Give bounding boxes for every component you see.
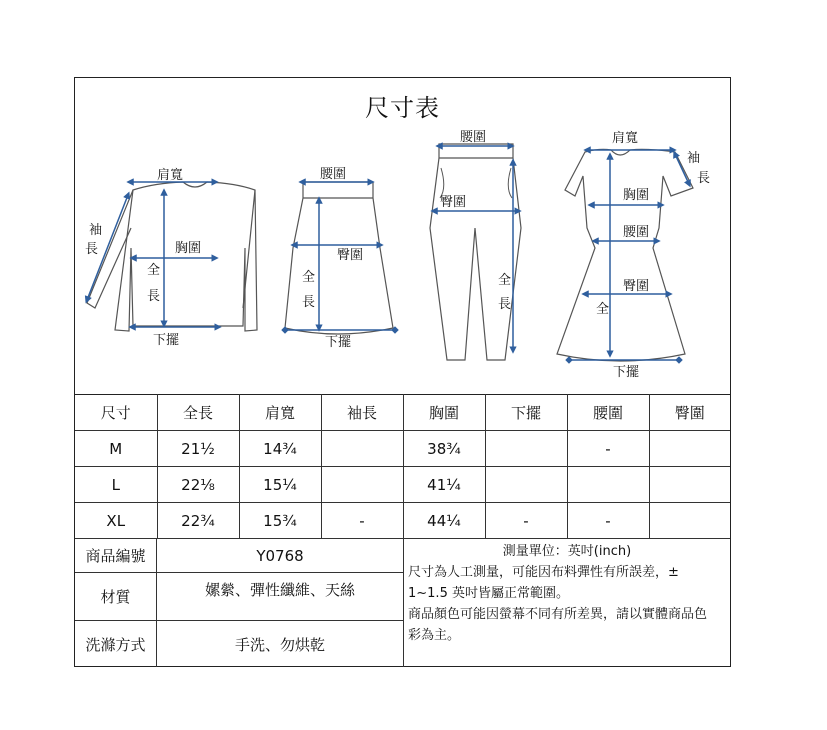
- table-cell: -: [321, 503, 403, 539]
- note-line: 彩為主。: [408, 628, 461, 643]
- table-cell: 22¾: [157, 503, 239, 539]
- table-cell: M: [75, 431, 157, 467]
- header-cell: 袖長: [321, 395, 403, 431]
- shirt-sleeve-label-2: 長: [85, 242, 99, 257]
- dress-waist-label: 腰圍: [623, 225, 650, 240]
- table-cell: 41¼: [403, 467, 485, 503]
- material-value: 嫘縈、彈性纖維、天絲: [157, 573, 404, 621]
- pants-hip-label: 臀圍: [440, 195, 467, 210]
- material-label: 材質: [75, 573, 157, 621]
- garment-diagrams: [75, 78, 730, 394]
- table-cell: L: [75, 467, 157, 503]
- skirt-diagram: [285, 167, 395, 350]
- table-cell: [649, 467, 730, 503]
- care-value: 手洗、勿烘乾: [157, 621, 404, 667]
- dress-outline: [557, 149, 693, 361]
- dress-shoulder-label: 肩寬: [612, 131, 639, 146]
- table-row: [75, 467, 730, 503]
- header-cell: 腰圍: [567, 395, 649, 431]
- note-line: 商品顏色可能因螢幕不同有所差異，請以實體商品色: [408, 607, 708, 622]
- shirt-shoulder-label: 肩寬: [157, 168, 184, 183]
- shirt-hem-label: 下擺: [153, 333, 180, 348]
- header-cell: 全長: [157, 395, 239, 431]
- pants-length-label-1: 全: [498, 273, 512, 288]
- pants-length-label-2: 長: [498, 297, 512, 312]
- header-cell: 下擺: [485, 395, 567, 431]
- table-cell: 15¼: [239, 467, 321, 503]
- shirt-outline: [115, 182, 257, 331]
- table-cell: [649, 431, 730, 467]
- table-cell: 21½: [157, 431, 239, 467]
- shirt-length-label-2: 長: [147, 289, 161, 304]
- size-chart-frame: [74, 77, 731, 667]
- table-cell: [321, 467, 403, 503]
- table-cell: 14¾: [239, 431, 321, 467]
- skirt-hem-label: 下擺: [325, 335, 352, 350]
- table-cell: [649, 503, 730, 539]
- product-info: [75, 539, 730, 667]
- shirt-sleeve-label-1: 袖: [89, 223, 103, 238]
- table-cell: [567, 467, 649, 503]
- size-table: [75, 394, 730, 539]
- table-cell: [321, 431, 403, 467]
- shirt-diagram: [85, 168, 257, 348]
- dress-chest-label: 胸圍: [623, 188, 650, 203]
- dress-length-label: 全: [596, 302, 610, 317]
- skirt-length-label-2: 長: [302, 295, 316, 310]
- table-cell: -: [567, 503, 649, 539]
- table-cell: 15¾: [239, 503, 321, 539]
- pants-outline: [430, 144, 521, 360]
- pants-diagram: [430, 130, 521, 360]
- product-code-value: Y0768: [157, 539, 404, 573]
- shirt-chest-label: 胸圍: [175, 241, 202, 256]
- pants-waist-label: 腰圍: [460, 130, 487, 145]
- table-cell: [485, 467, 567, 503]
- table-cell: 38¾: [403, 431, 485, 467]
- measurement-notes: [404, 539, 730, 667]
- table-row: [75, 431, 730, 467]
- dress-hem-label: 下擺: [613, 365, 640, 380]
- table-cell: -: [485, 503, 567, 539]
- table-cell: 44¼: [403, 503, 485, 539]
- note-line: 尺寸為人工測量，可能因布料彈性有所誤差，±: [408, 565, 679, 580]
- dress-sleeve-label-1: 袖: [687, 151, 701, 166]
- dress-sleeve-label-2: 長: [697, 171, 711, 186]
- table-cell: XL: [75, 503, 157, 539]
- dress-hip-label: 臀圍: [623, 279, 650, 294]
- table-cell: [485, 431, 567, 467]
- product-code-label: 商品編號: [75, 539, 157, 573]
- shirt-length-label-1: 全: [147, 263, 161, 278]
- table-cell: -: [567, 431, 649, 467]
- size-table-header: [75, 395, 730, 431]
- skirt-length-label-1: 全: [302, 270, 316, 285]
- header-cell: 臀圍: [649, 395, 730, 431]
- care-label: 洗滌方式: [75, 621, 157, 667]
- table-cell: 22⅛: [157, 467, 239, 503]
- unit-note: 測量單位：英吋(inch): [502, 544, 632, 559]
- header-cell: 尺寸: [75, 395, 157, 431]
- page-title: 尺寸表: [365, 94, 440, 122]
- table-row: [75, 503, 730, 539]
- skirt-waist-label: 腰圍: [320, 167, 347, 182]
- header-cell: 胸圍: [403, 395, 485, 431]
- skirt-hip-label: 臀圍: [337, 248, 364, 263]
- note-line: 1~1.5 英吋皆屬正常範圍。: [408, 586, 569, 601]
- dress-diagram: [557, 131, 710, 380]
- header-cell: 肩寬: [239, 395, 321, 431]
